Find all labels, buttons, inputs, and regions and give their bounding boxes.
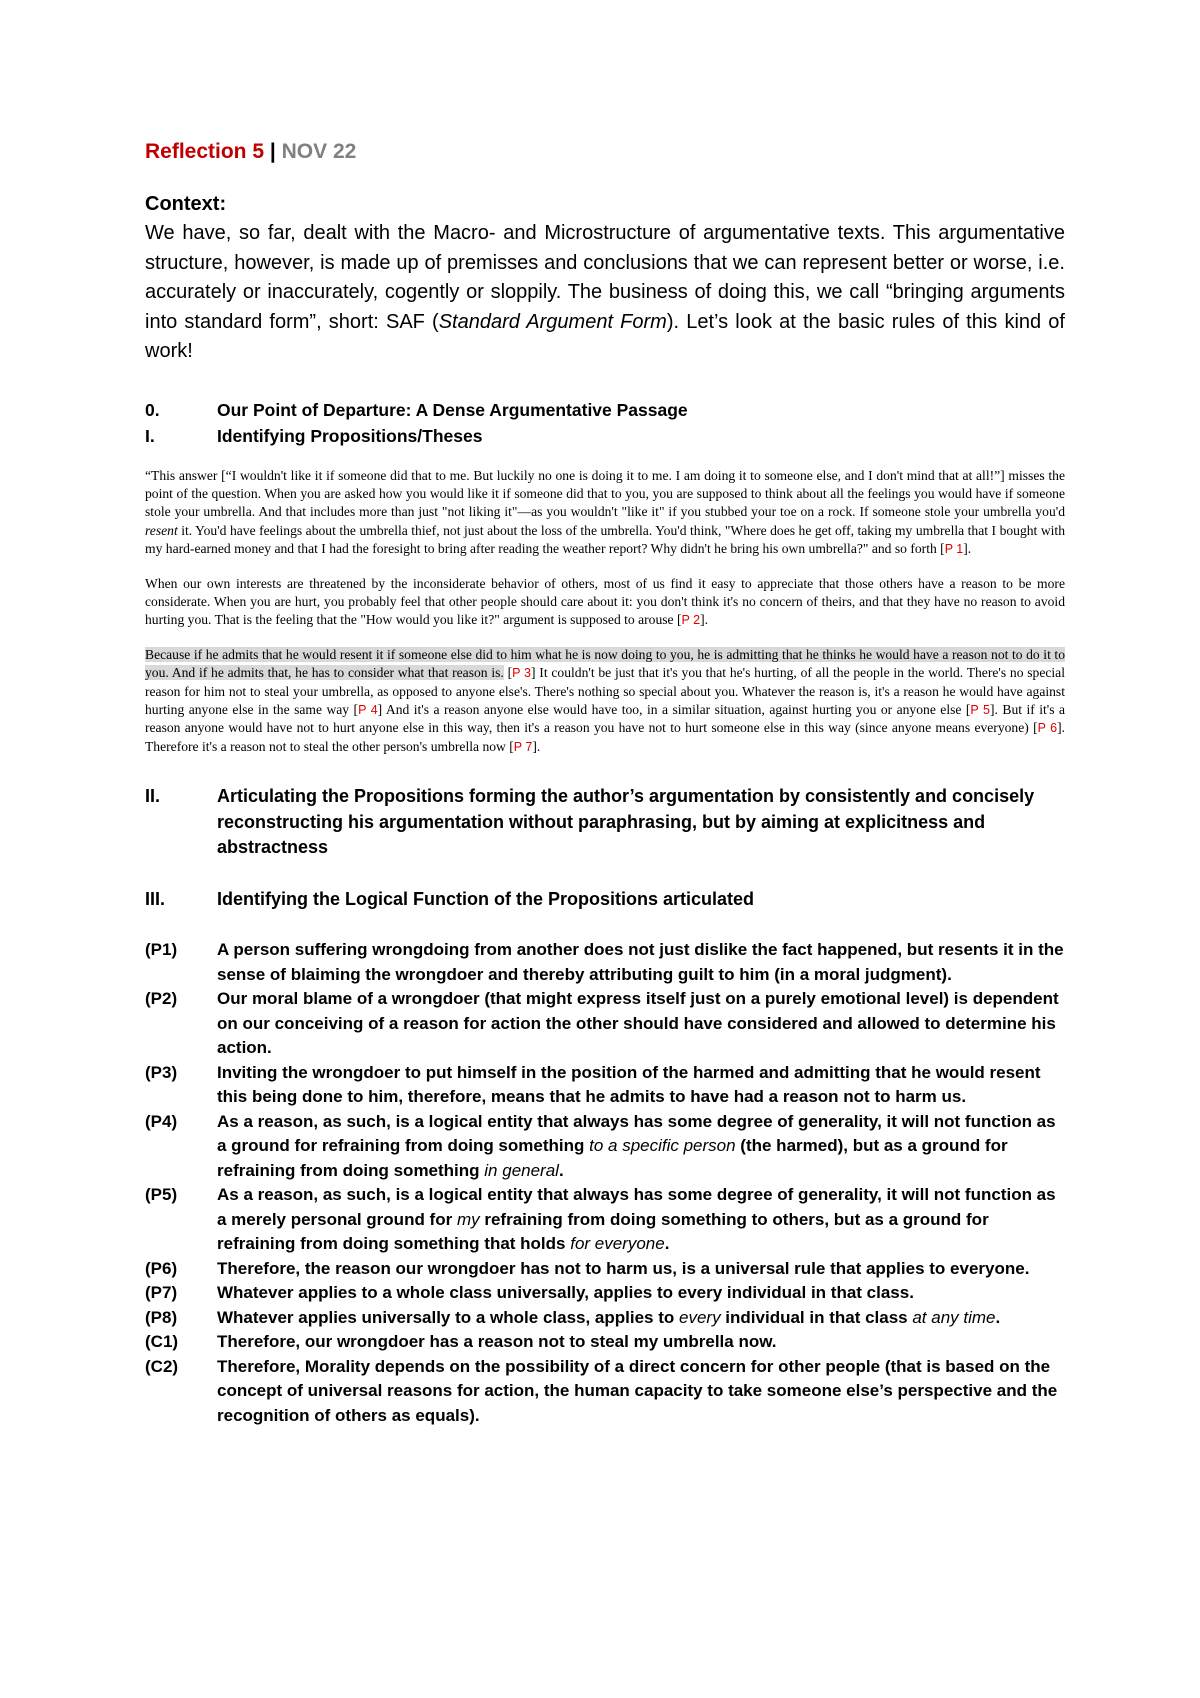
proposition-label: (P5) xyxy=(145,1185,178,1205)
heading-0 xyxy=(145,397,1065,423)
passage-paragraph-1 xyxy=(145,467,1065,559)
proposition-text xyxy=(217,1306,1065,1331)
document-page xyxy=(145,140,1065,1428)
conclusion-c1 xyxy=(145,1330,1065,1355)
proposition-label: (P7) xyxy=(145,1283,178,1303)
proposition-segment: As a reason, as such, is a logical entity that always has some degree of generality, it will not function as a ground for refraining from doing something xyxy=(217,1111,1056,1156)
heading-number: 0. xyxy=(145,399,160,420)
proposition-text xyxy=(217,1110,1065,1184)
proposition-label: (P4) xyxy=(145,1111,178,1131)
proposition-text: Therefore, Morality depends on the possibility of a direct concern for other people (that is based on the concept of universal reasons for action, the human capacity to take someone else’s perspective and the recognition of others as equals). xyxy=(217,1356,1058,1425)
proposition-segment: . xyxy=(558,1160,564,1180)
propositions-list xyxy=(145,938,1065,1428)
proposition-p2 xyxy=(145,987,1065,1061)
proposition-segment: individual in that class xyxy=(720,1307,913,1327)
passage-text: ] And it's a reason anyone else would have too, in a similar situation, against hurting you or anyone else [ xyxy=(377,701,971,717)
passage-text: ]. xyxy=(700,612,708,628)
proposition-text: Whatever applies to a whole class universally, applies to every individual in that class. xyxy=(217,1283,914,1303)
proposition-text: Inviting the wrongdoer to put himself in the position of the harmed and admitting that he would resent this being done to him, therefore, means that he admits to have had a reason not to harm us. xyxy=(217,1062,1041,1107)
passage-paragraph-3: Because if he admits that he would resent it if someone else did to him what he is now doing to you, he is admitting that he thinks he would have a reason not to do it to you. And if he admits that, he has to consider what that reason is. [P 3] It couldn't be just that it's you that he's hurting, of all the people in the world. There's no special reason for him not to steal your umbrella, as opposed to anyone else's. There's nothing so special about you. Whatever the reason is, it's a reason he would have against hurting anyone else in the same way [P 4] And it's a reason anyone else would have too, in a similar situation, against hurting you or anyone else [P 5]. But if it's a reason anyone would have not to hurt anyone else in this way, then it's a reason you have not to hurt someone else in this way (since anyone means everyone) [P 6]. Therefore it's a reason not to steal the other person's umbrella now [P 7]. xyxy=(145,646,1065,754)
passage-italic: resent xyxy=(145,522,178,538)
proposition-label: (P1) xyxy=(145,940,178,960)
section-number: III. xyxy=(145,888,166,909)
proposition-label: (C2) xyxy=(145,1356,179,1376)
passage-text: ]. Therefore it's a reason not to steal the other person's umbrella now [ xyxy=(145,720,1065,754)
context-italic: Standard Argument Form xyxy=(438,310,667,333)
proposition-text: Our moral blame of a wrongdoer (that might express itself just on a purely emotional level) is dependent on our conceiving of a reason for action the other should have considered and allowed to determine his action. xyxy=(217,989,1059,1058)
context-text-end: ). Let’s look at the basic rules of this kind of work! xyxy=(145,310,1065,362)
ref-p2: P 2 xyxy=(681,613,701,628)
proposition-segment: . xyxy=(995,1307,1001,1327)
heading-text: Identifying Propositions/Theses xyxy=(217,425,483,446)
proposition-p1 xyxy=(145,938,1065,987)
section-3-heading xyxy=(145,887,1065,913)
proposition-p8 xyxy=(145,1306,1065,1331)
proposition-italic: my xyxy=(456,1209,480,1229)
intro-headings xyxy=(145,397,1065,449)
reflection-date: NOV 22 xyxy=(281,140,357,163)
proposition-text: Therefore, our wrongdoer has a reason not to steal my umbrella now. xyxy=(217,1332,777,1352)
proposition-p3 xyxy=(145,1061,1065,1110)
heading-text: Our Point of Departure: A Dense Argumentative Passage xyxy=(217,399,688,420)
context-text: We have, so far, dealt with the Macro- and Microstructure of argumentative texts. This argumentative structure, however, is made up of premisses and conclusions that we can represent better or worse, i.e. accurately or inaccurately, cogently or sloppily. The business of doing this, we call “bringing arguments into standard form”, short: SAF ( xyxy=(145,222,1065,333)
proposition-p4 xyxy=(145,1110,1065,1184)
section-2-heading xyxy=(145,784,1065,861)
page-title xyxy=(145,140,1065,164)
passage-text: it. You'd have feelings about the umbrella thief, not just about the loss of the umbrella. You'd think, "Where does he get off, taking my umbrella that I bought with my hard-earned money and that I had the foresight to bring after reading the weather report? Why didn't he bring his own umbrella?" and so forth [ xyxy=(145,522,1065,557)
passage-text: “This answer [“I wouldn't like it if someone did that to me. But luckily no one is doing it to me. I am doing it to someone else, and I don't mind that at all!”] misses the point of the question. When you are asked how you would like it if someone did that to you, you are supposed to think about all the feelings you would have if someone stole your umbrella. And that includes more than just "not liking it"—as you wouldn't "like it" if you stubbed your toe on a rock. If someone stole your umbrella you'd xyxy=(145,467,1065,520)
proposition-text: Therefore, the reason our wrongdoer has not to harm us, is a universal rule that applies to everyone. xyxy=(217,1258,1030,1278)
ref-p1: P 1 xyxy=(944,542,964,557)
passage-paragraph-2 xyxy=(145,575,1065,630)
proposition-italic: every xyxy=(679,1307,721,1327)
proposition-italic: to a specific person xyxy=(589,1136,736,1156)
proposition-italic: in general xyxy=(484,1160,559,1180)
proposition-segment: . xyxy=(664,1234,670,1254)
proposition-p7 xyxy=(145,1281,1065,1306)
proposition-p5 xyxy=(145,1183,1065,1257)
proposition-label: (P2) xyxy=(145,989,178,1009)
proposition-label: (C1) xyxy=(145,1332,179,1352)
heading-1 xyxy=(145,423,1065,449)
title-separator: | xyxy=(269,140,276,163)
proposition-p6 xyxy=(145,1257,1065,1282)
proposition-italic: at any time xyxy=(912,1307,996,1327)
ref-p6: P 6 xyxy=(1037,721,1058,736)
context-body xyxy=(145,219,1065,367)
ref-p5: P 5 xyxy=(970,702,990,717)
proposition-segment: (the harmed), but as a ground for refraining from doing something xyxy=(217,1136,1008,1180)
passage-text: ]. But if it's a reason anyone would have not to hurt anyone else in this way, then it's a reason you have not to hurt someone else in this way (since anyone means everyone) [ xyxy=(145,701,1065,736)
conclusion-c2 xyxy=(145,1355,1065,1429)
proposition-label: (P3) xyxy=(145,1062,178,1082)
highlighted-text: Because if he admits that he would resent it if someone else did to him what he is now doing to you, he is admitting that he thinks he would have a reason not to do it to you. And if he admits that, he has to consider what that reason is. xyxy=(145,646,1065,681)
heading-number: I. xyxy=(145,425,155,446)
passage-text: When our own interests are threatened by the inconsiderate behavior of others, most of us find it easy to appreciate that those others have a reason to be more considerate. When you are hurt, you probably feel that other people should care about it: you don't think it's no concern of theirs, and that they have no reason to avoid hurting you. That is the feeling that the "How would you like it?" argument is supposed to arouse [ xyxy=(145,575,1065,628)
proposition-segment: Whatever applies universally to a whole class, applies to xyxy=(217,1307,679,1327)
proposition-italic: for everyone xyxy=(570,1234,665,1254)
proposition-segment: As a reason, as such, is a logical entity that always has some degree of generality, it will not function as a merely personal ground for xyxy=(217,1185,1056,1229)
passage-text: ]. xyxy=(963,541,972,557)
ref-p7: P 7 xyxy=(513,739,533,754)
proposition-text: A person suffering wrongdoing from another does not just dislike the fact happened, but resents it in the sense of blaiming the wrongdoer and thereby attributing guilt to him (in a moral judgment). xyxy=(217,940,1064,984)
proposition-segment: refraining from doing something to others, but as a ground for refraining from doing something that holds xyxy=(217,1209,989,1254)
section-number: II. xyxy=(145,786,161,807)
section-text: Articulating the Propositions forming the author’s argumentation by consistently and concisely reconstructing his argumentation without paraphrasing, but by aiming at explicitness and abstractness xyxy=(217,786,1035,858)
proposition-text xyxy=(217,1183,1065,1257)
ref-p4: P 4 xyxy=(358,702,378,717)
passage-text: It couldn't be just that it's you that he's hurting, of all the people in the world. There's no special reason for him not to steal your umbrella, as opposed to anyone else's. There's nothing so special about you. Whatever the reason is, it's a reason he would have against hurting anyone else in the same way [ xyxy=(145,665,1065,717)
proposition-label: (P6) xyxy=(145,1258,178,1278)
context-label: Context: xyxy=(145,193,227,215)
passage-text: ]. xyxy=(532,738,541,754)
ref-p3: P 3 xyxy=(512,666,532,681)
proposition-label: (P8) xyxy=(145,1307,178,1327)
section-text: Identifying the Logical Function of the Propositions articulated xyxy=(217,888,755,909)
reflection-label: Reflection 5 xyxy=(145,140,265,163)
